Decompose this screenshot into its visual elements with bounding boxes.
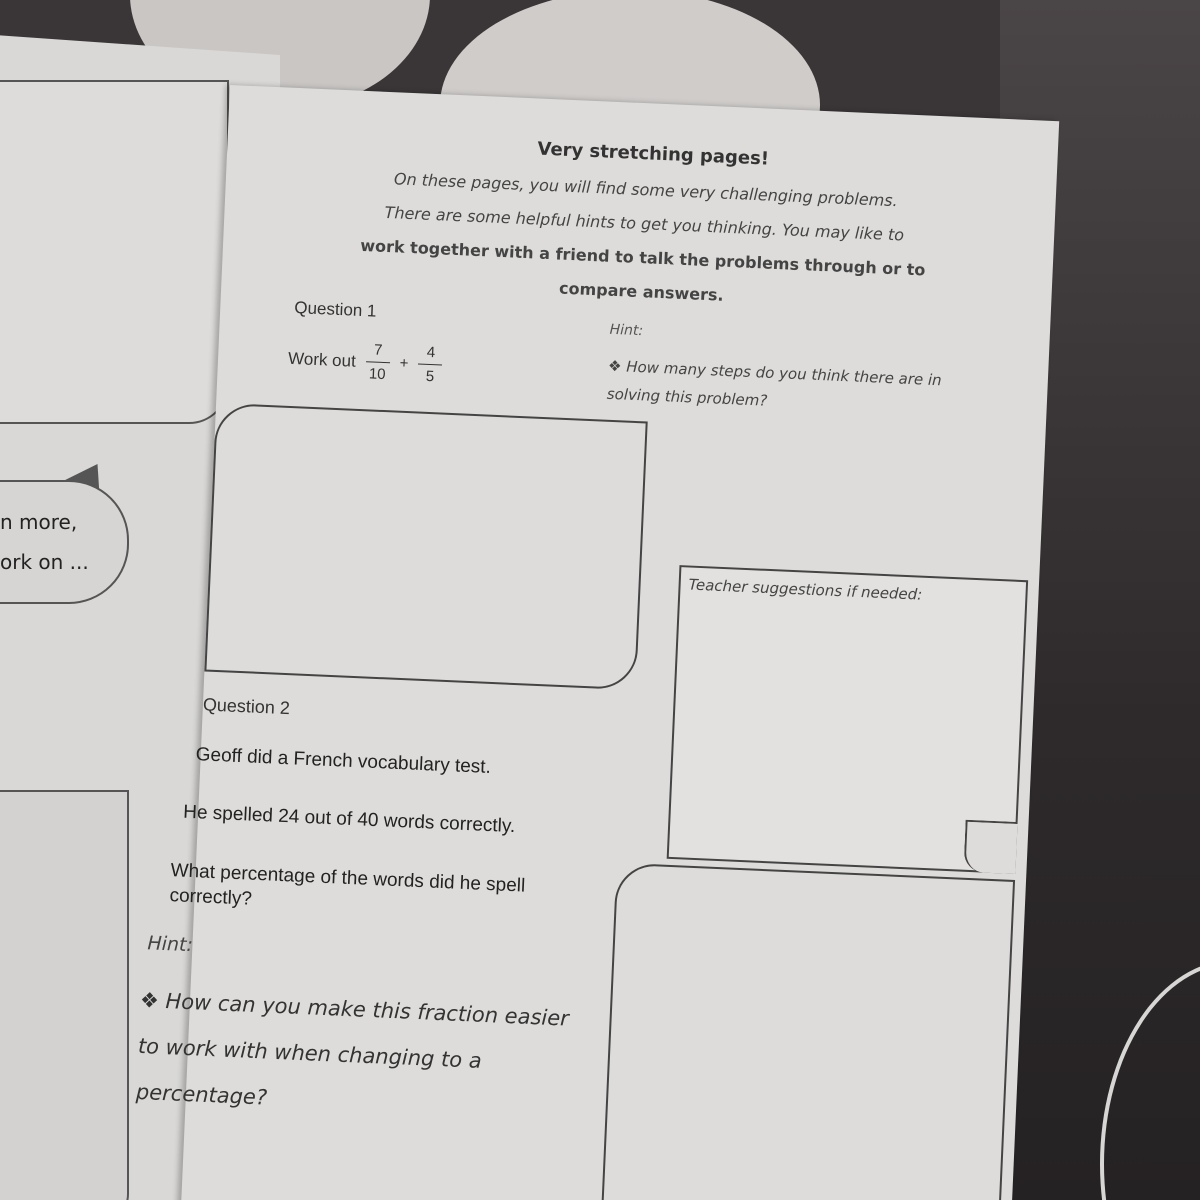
page-curl-icon [963, 820, 1017, 874]
question2-hint-text: How can you make this fraction easier to work with when changing to a percentage? [135, 989, 570, 1110]
question1-heading: Question 1 [293, 298, 377, 321]
question1-prompt: Work out [287, 348, 357, 371]
intro-line: On these pages, you will find some very challenging problems. [393, 169, 899, 211]
question1-hint-text: How many steps do you think there are in solving this problem? [606, 357, 943, 410]
left-page-box [0, 80, 229, 424]
speech-bubble-text: n more, [0, 510, 78, 534]
question2-text: What percentage of the words did he spell correctly? [169, 860, 526, 910]
numerator: 7 [373, 341, 383, 359]
question2-heading: Question 2 [202, 694, 291, 719]
speech-bubble [0, 480, 129, 604]
intro-text [331, 160, 956, 323]
fraction [418, 344, 444, 386]
fraction-bar [366, 361, 390, 363]
left-page-box [0, 790, 129, 1200]
fraction [365, 341, 391, 383]
question2-answer-box[interactable] [598, 863, 1015, 1200]
question1-hint-label: Hint: [609, 321, 644, 340]
plus-operator: + [399, 354, 409, 373]
bullet-icon: ❖ [607, 356, 622, 376]
question1-expression [287, 338, 443, 386]
teacher-suggestions-label: Teacher suggestions if needed: [688, 575, 923, 604]
question1-answer-box[interactable] [204, 403, 647, 691]
question2-hint [135, 977, 571, 1134]
denominator: 10 [368, 365, 386, 384]
bullet-icon: ❖ [139, 987, 160, 1013]
numerator: 4 [426, 343, 436, 362]
intro-line: There are some helpful hints to get you thinking. You may like to [384, 202, 905, 245]
worksheet-page [135, 85, 1059, 1200]
page-title: Very stretching pages! [537, 138, 770, 170]
speech-bubble-text: ork on ... [0, 550, 89, 574]
question2-text: He spelled 24 out of 40 words correctly. [182, 801, 516, 838]
question2-hint-label: Hint: [147, 932, 194, 957]
denominator: 5 [425, 367, 435, 386]
intro-line: work together with a friend to talk the problems through or to [359, 235, 926, 280]
question1-hint [606, 352, 998, 425]
fraction-bar [418, 363, 442, 365]
question2-text: Geoff did a French vocabulary test. [195, 744, 492, 779]
teacher-suggestions-box[interactable] [667, 565, 1028, 874]
intro-line: compare answers. [558, 278, 724, 305]
